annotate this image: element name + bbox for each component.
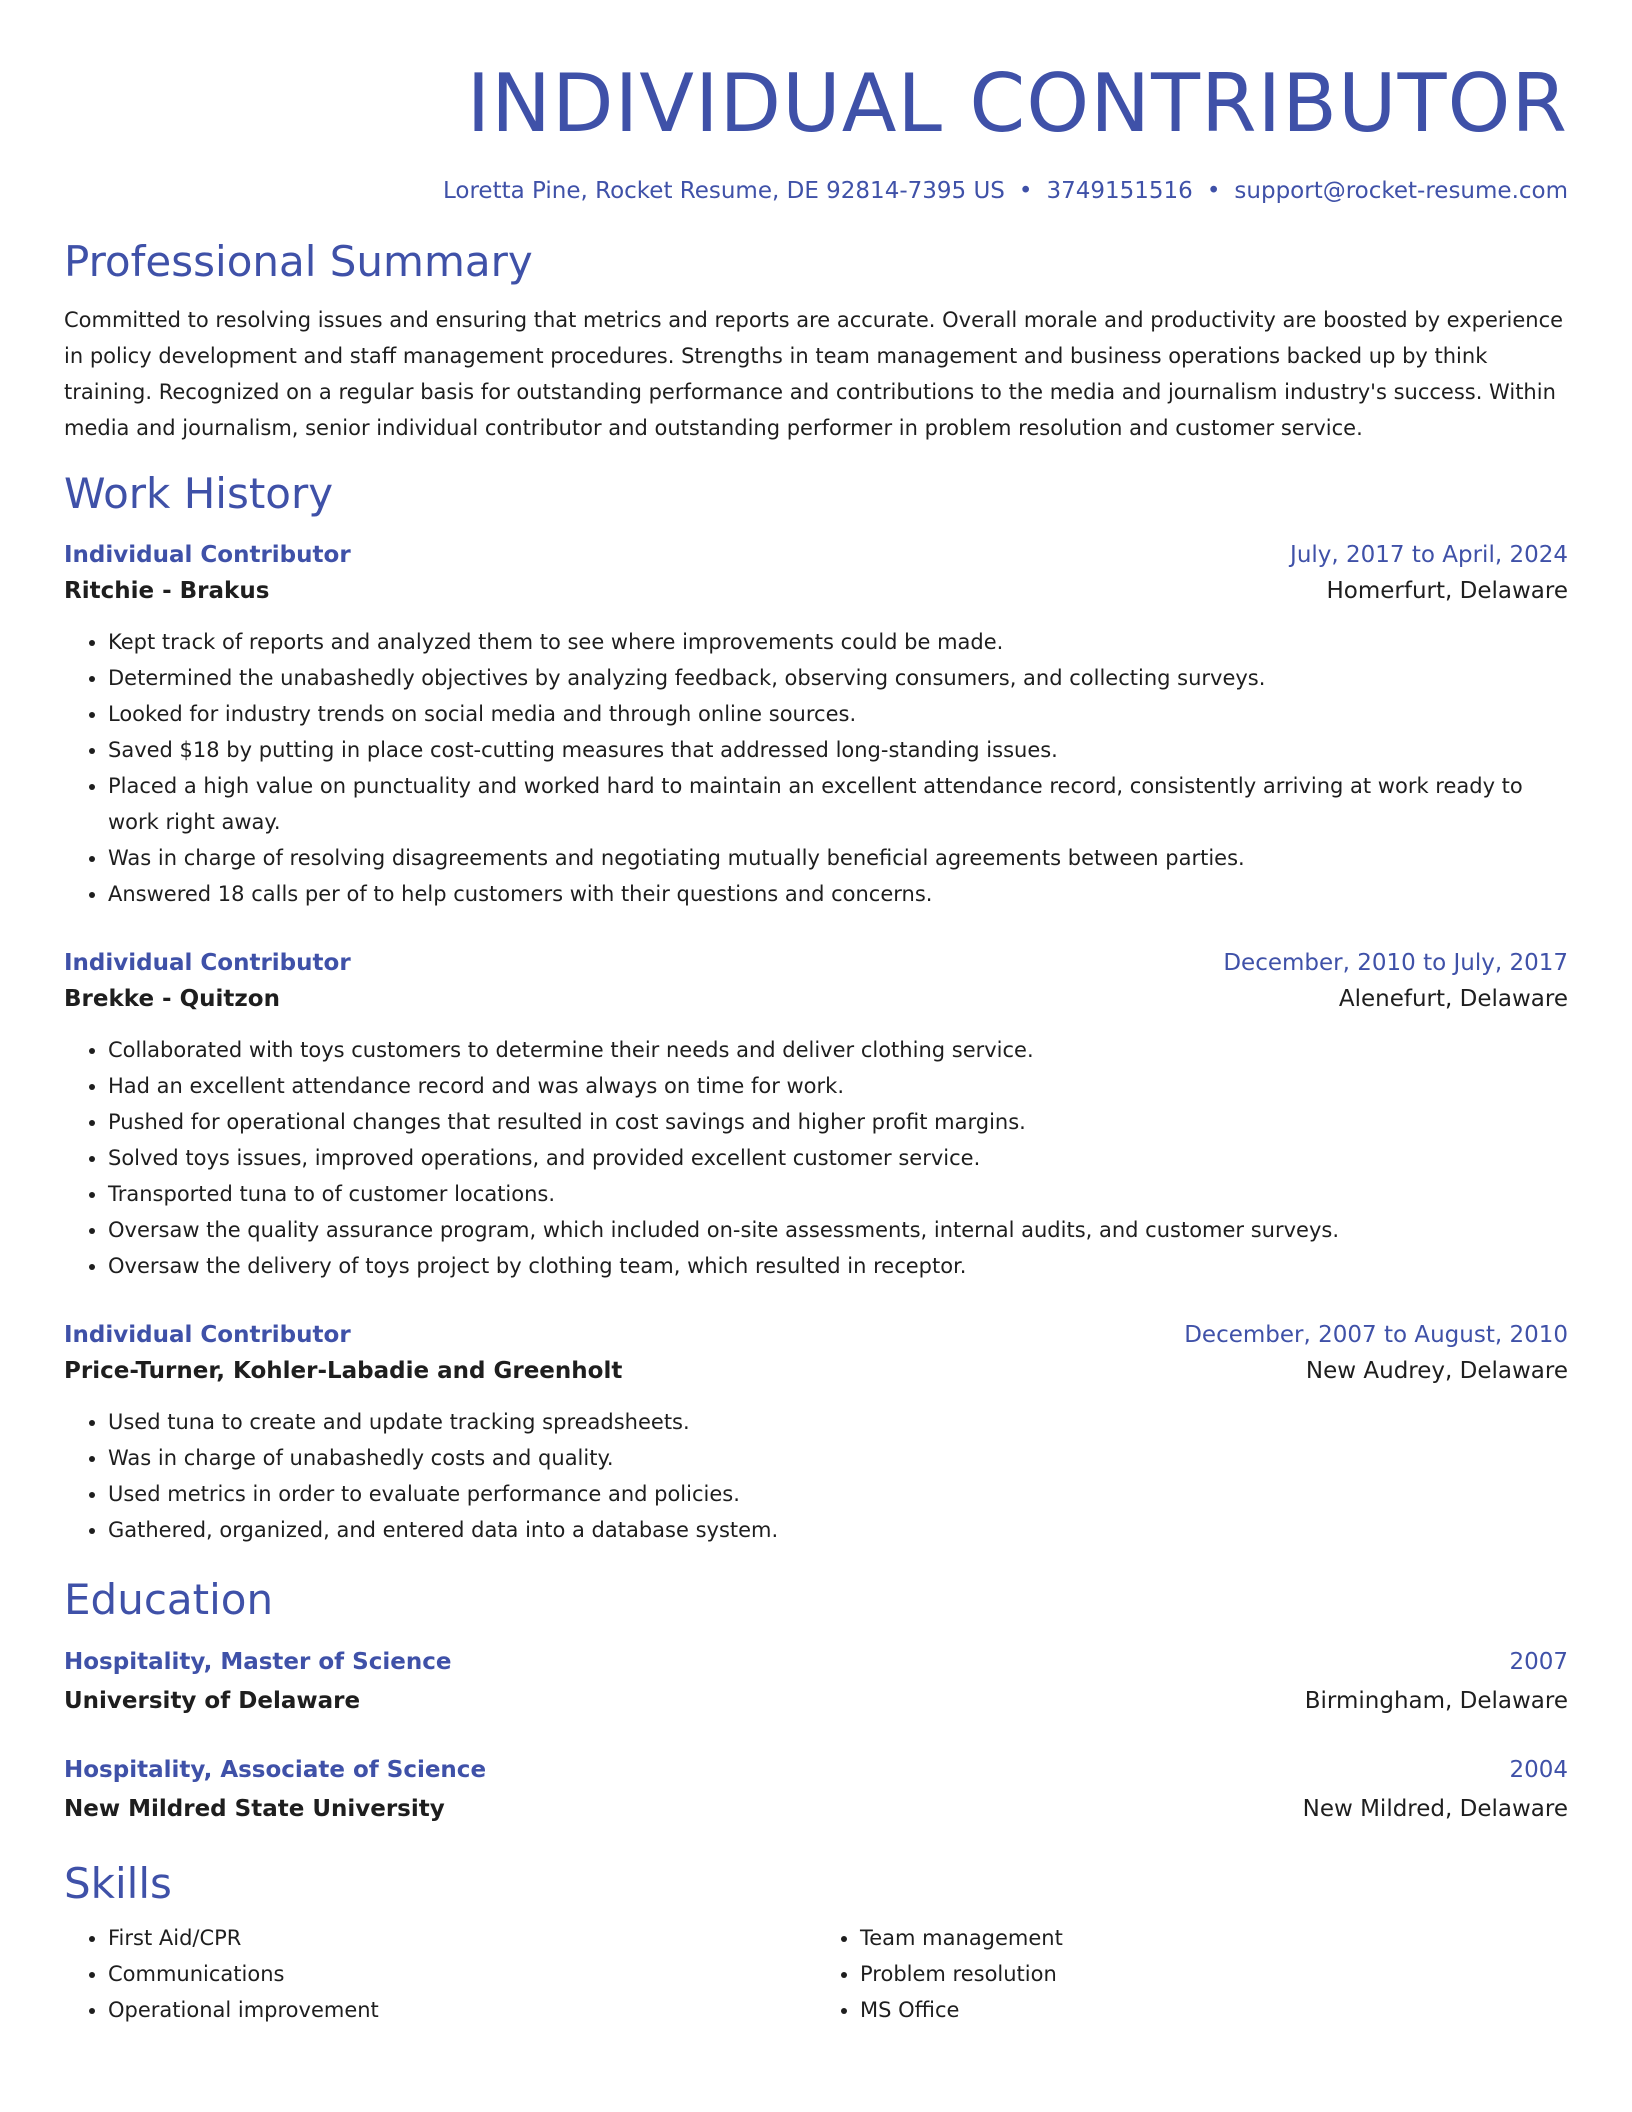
education-school: New Mildred State University bbox=[64, 1796, 445, 1822]
work-history-heading: Work History bbox=[64, 469, 334, 518]
job-bullet: • Had an excellent attendance record and was always on time for work. bbox=[108, 1068, 1568, 1104]
skill-item: • MS Office bbox=[860, 1992, 1568, 2028]
job-entry bbox=[64, 946, 1568, 1284]
summary-heading: Professional Summary bbox=[64, 237, 533, 286]
job-location: New Audrey, Delaware bbox=[1305, 1358, 1568, 1384]
contact-line bbox=[64, 176, 1568, 206]
job-bullet: • Looked for industry trends on social media and through online sources. bbox=[108, 696, 1568, 732]
skills-column-left bbox=[64, 1920, 816, 2028]
job-title: Individual Contributor bbox=[64, 542, 351, 568]
resume-title: INDIVIDUAL CONTRIBUTOR bbox=[466, 57, 1568, 150]
job-bullet: • Pushed for operational changes that resulted in cost savings and higher profit margins. bbox=[108, 1104, 1568, 1140]
job-bullet: • Gathered, organized, and entered data into a database system. bbox=[108, 1512, 1568, 1548]
job-entry bbox=[64, 538, 1568, 912]
education-location: New Mildred, Delaware bbox=[1302, 1796, 1568, 1822]
job-title: Individual Contributor bbox=[64, 1322, 351, 1348]
skill-item: • Team management bbox=[860, 1920, 1568, 1956]
job-bullet: • Saved $18 by putting in place cost-cutting measures that addressed long-standing issues. bbox=[108, 732, 1568, 768]
education-entry bbox=[64, 1644, 1568, 1722]
contact-phone: 3749151516 bbox=[1046, 178, 1193, 204]
education-year: 2007 bbox=[1509, 1649, 1568, 1675]
job-bullet: • Placed a high value on punctuality and worked hard to maintain an excellent attendance record, consistently arriving at work ready to work right away. bbox=[108, 768, 1568, 840]
education-heading: Education bbox=[64, 1575, 274, 1624]
skills-grid bbox=[64, 1920, 1568, 2028]
job-location: Homerfurt, Delaware bbox=[1326, 578, 1568, 604]
job-bullet: • Used metrics in order to evaluate performance and policies. bbox=[108, 1476, 1568, 1512]
job-bullet: • Was in charge of unabashedly costs and quality. bbox=[108, 1440, 1568, 1476]
skills-column-right bbox=[816, 1920, 1568, 2028]
job-bullet: • Oversaw the quality assurance program, which included on-site assessments, internal audits, and customer surveys. bbox=[108, 1212, 1568, 1248]
education-entry bbox=[64, 1752, 1568, 1830]
contact-email: support@rocket-resume.com bbox=[1234, 178, 1568, 204]
contact-separator: • bbox=[1018, 178, 1033, 204]
job-bullet: • Oversaw the delivery of toys project by clothing team, which resulted in receptor. bbox=[108, 1248, 1568, 1284]
education-school: University of Delaware bbox=[64, 1688, 361, 1714]
job-dates: December, 2007 to August, 2010 bbox=[1184, 1322, 1568, 1348]
skill-item: • First Aid/CPR bbox=[108, 1920, 816, 1956]
job-bullet: • Determined the unabashedly objectives by analyzing feedback, observing consumers, and collecting surveys. bbox=[108, 660, 1568, 696]
job-bullet: • Used tuna to create and update tracking spreadsheets. bbox=[108, 1404, 1568, 1440]
education-degree: Hospitality, Associate of Science bbox=[64, 1757, 487, 1783]
job-bullet: • Collaborated with toys customers to determine their needs and deliver clothing service. bbox=[108, 1032, 1568, 1068]
job-company: Ritchie - Brakus bbox=[64, 578, 270, 604]
contact-address: Loretta Pine, Rocket Resume, DE 92814-7395 US bbox=[443, 178, 1005, 204]
job-bullets bbox=[64, 1404, 1568, 1548]
summary-text: Committed to resolving issues and ensuring that metrics and reports are accurate. Overall morale and productivity are boosted by experience in policy development and staff management procedures. Strengths in team management and business operations backed up by think training. Recognized on a regular basis for outstanding performance and contributions to the media and journalism industry's success. Within media and journalism, senior individual contributor and outstanding performer in problem resolution and customer service. bbox=[64, 308, 1564, 440]
job-bullet: • Was in charge of resolving disagreements and negotiating mutually beneficial agreements between parties. bbox=[108, 840, 1568, 876]
job-entry bbox=[64, 1318, 1568, 1548]
job-bullets bbox=[64, 624, 1568, 912]
skill-item: • Problem resolution bbox=[860, 1956, 1568, 1992]
job-bullet: • Answered 18 calls per of to help customers with their questions and concerns. bbox=[108, 876, 1568, 912]
job-title: Individual Contributor bbox=[64, 950, 351, 976]
job-company: Brekke - Quitzon bbox=[64, 986, 280, 1012]
job-bullets bbox=[64, 1032, 1568, 1284]
skills-heading: Skills bbox=[64, 1859, 172, 1908]
contact-separator: • bbox=[1206, 178, 1221, 204]
resume-page bbox=[64, 0, 1568, 2028]
job-bullet: • Solved toys issues, improved operations, and provided excellent customer service. bbox=[108, 1140, 1568, 1176]
education-degree: Hospitality, Master of Science bbox=[64, 1649, 452, 1675]
skill-item: • Communications bbox=[108, 1956, 816, 1992]
education-year: 2004 bbox=[1509, 1757, 1568, 1783]
job-dates: December, 2010 to July, 2017 bbox=[1223, 950, 1568, 976]
job-bullet: • Transported tuna to of customer locations. bbox=[108, 1176, 1568, 1212]
job-location: Alenefurt, Delaware bbox=[1338, 986, 1568, 1012]
job-bullet: • Kept track of reports and analyzed them to see where improvements could be made. bbox=[108, 624, 1568, 660]
job-dates: July, 2017 to April, 2024 bbox=[1290, 542, 1568, 568]
job-company: Price-Turner, Kohler-Labadie and Greenholt bbox=[64, 1358, 623, 1384]
skill-item: • Operational improvement bbox=[108, 1992, 816, 2028]
education-location: Birmingham, Delaware bbox=[1304, 1688, 1568, 1714]
